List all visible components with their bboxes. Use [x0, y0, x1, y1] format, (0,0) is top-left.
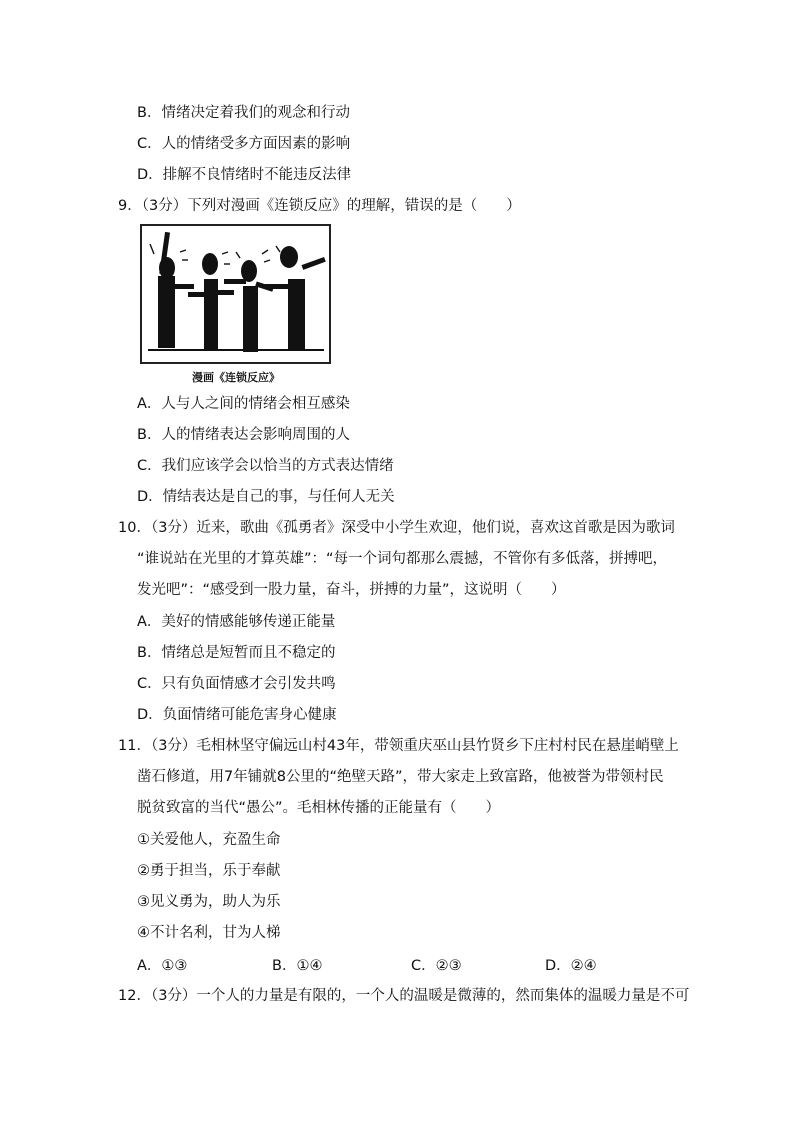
- q8-option-d: D．排解不良情绪时不能违反法律: [137, 167, 352, 183]
- cartoon-caption: 漫画《连锁反应》: [192, 371, 280, 384]
- q9-option-a: A．人与人之间的情绪会相互感染: [137, 396, 350, 412]
- q11-stem-line1: 11．（3分）毛相林坚守偏远山村43年，带领重庆巫山县竹贤乡下庄村村民在悬崖峭壁上: [118, 738, 679, 754]
- q10-stem-line1: 10．（3分）近来，歌曲《孤勇者》深受中小学生欢迎，他们说，喜欢这首歌是因为歌词: [118, 520, 675, 536]
- q11-choice-c: C．②③: [411, 958, 462, 974]
- q11-choices: [137, 954, 657, 974]
- q10-option-a: A．美好的情感能够传递正能量: [137, 614, 336, 630]
- q11-choice-a: A．①③: [137, 958, 188, 974]
- q11-item-2: ②勇于担当，乐于奉献: [137, 863, 281, 879]
- q10-option-b: B．情绪总是短暂而且不稳定的: [137, 645, 336, 661]
- q11-choice-d: D．②④: [545, 958, 597, 974]
- q10-stem-line3: 发光吧”：“感受到一股力量，奋斗，拼搏的力量”，这说明（ ）: [137, 582, 566, 598]
- q11-choice-b: B．①④: [272, 958, 323, 974]
- q10-stem-line2: “谁说站在光里的才算英雄”：“每一个词句都那么震撼，不管你有多低落，拼搏吧，: [137, 551, 668, 567]
- q8-option-c: C．人的情绪受多方面因素的影响: [137, 136, 351, 152]
- q9-stem: 9．（3分）下列对漫画《连锁反应》的理解，错误的是（ ）: [118, 198, 521, 214]
- q11-stem-line2: 凿石修道，用7年铺就8公里的“绝壁天路”，带大家走上致富路，他被誉为带领村民: [137, 769, 664, 785]
- q11-stem-line3: 脱贫致富的当代“愚公”。毛相林传播的正能量有（ ）: [137, 800, 501, 816]
- q11-item-4: ④不计名利，甘为人梯: [137, 925, 281, 941]
- q11-item-1: ①关爱他人，充盈生命: [137, 832, 281, 848]
- q9-option-b: B．人的情绪表达会影响周围的人: [137, 427, 350, 443]
- q10-option-d: D．负面情绪可能危害身心健康: [137, 707, 337, 723]
- q9-option-c: C．我们应该学会以恰当的方式表达情绪: [137, 458, 394, 474]
- q11-item-3: ③见义勇为，助人为乐: [137, 894, 281, 910]
- q9-option-d: D．情结表达是自己的事，与任何人无关: [137, 489, 395, 505]
- q10-option-c: C．只有负面情感才会引发共鸣: [137, 676, 336, 692]
- q12-stem: 12．（3分）一个人的力量是有限的，一个人的温暖是微薄的，然而集体的温暖力量是不可: [118, 988, 690, 1004]
- q8-option-b: B．情绪决定着我们的观念和行动: [137, 105, 350, 121]
- cartoon-chain-reaction-image: [140, 224, 332, 386]
